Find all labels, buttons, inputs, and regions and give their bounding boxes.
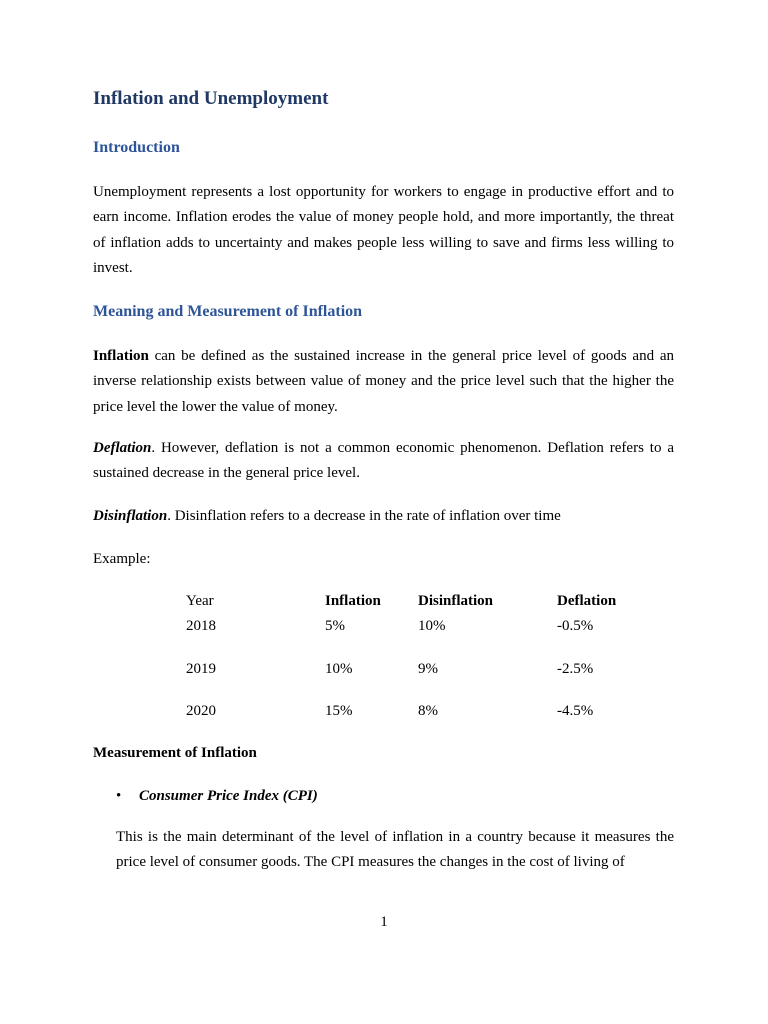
page-number: 1 <box>380 914 388 930</box>
table-header-deflation: Deflation <box>557 593 617 609</box>
table-cell: 2020 <box>186 703 216 719</box>
example-label: Example: <box>93 551 151 567</box>
table-cell: 15% <box>325 703 353 719</box>
deflation-paragraph <box>93 436 674 487</box>
table-cell: 10% <box>325 661 353 677</box>
table-cell: -2.5% <box>557 661 594 677</box>
disinflation-term: Disinflation <box>93 508 168 524</box>
disinflation-paragraph <box>93 504 674 529</box>
table-header-year: Year <box>186 593 214 609</box>
bullet-icon: • <box>116 788 122 804</box>
table-header-disinflation: Disinflation <box>418 593 494 609</box>
cpi-bullet-label: Consumer Price Index (CPI) <box>139 788 318 804</box>
deflation-definition: . However, deflation is not a common economic phenomenon. Deflation refers to a sustained decrease in the general price level. <box>93 440 674 482</box>
table-cell: 5% <box>325 618 345 634</box>
introduction-heading: Introduction <box>93 139 180 156</box>
inflation-definition: can be defined as the sustained increase in the general price level of goods and an inverse relationship exists between value of money and the price level such that the higher the price level the lower the value of money. <box>93 348 674 415</box>
meaning-heading: Meaning and Measurement of Inflation <box>93 303 363 320</box>
table-header-inflation: Inflation <box>325 593 381 609</box>
deflation-term: Deflation <box>93 440 152 456</box>
table-cell: 2018 <box>186 618 216 634</box>
disinflation-definition: . Disinflation refers to a decrease in the rate of inflation over time <box>167 508 561 524</box>
table-cell: -4.5% <box>557 703 594 719</box>
table-cell: 10% <box>418 618 446 634</box>
table-cell: -0.5% <box>557 618 594 634</box>
inflation-term: Inflation <box>93 348 149 364</box>
table-cell: 2019 <box>186 661 216 677</box>
measurement-heading: Measurement of Inflation <box>93 745 257 761</box>
document-title: Inflation and Unemployment <box>93 88 329 109</box>
cpi-paragraph: This is the main determinant of the level of inflation in a country because it measures the price level of consumer goods. The CPI measures the changes in the cost of living of <box>116 829 674 871</box>
table-cell: 8% <box>418 703 438 719</box>
table-cell: 9% <box>418 661 438 677</box>
inflation-paragraph <box>93 344 674 420</box>
introduction-paragraph: Unemployment represents a lost opportunity for workers to engage in productive effort and to earn income. Inflation erodes the value of money people hold, and more importantly, the threat of inflation adds to uncertainty and makes people less willing to save and firms less willing to invest. <box>93 184 674 276</box>
